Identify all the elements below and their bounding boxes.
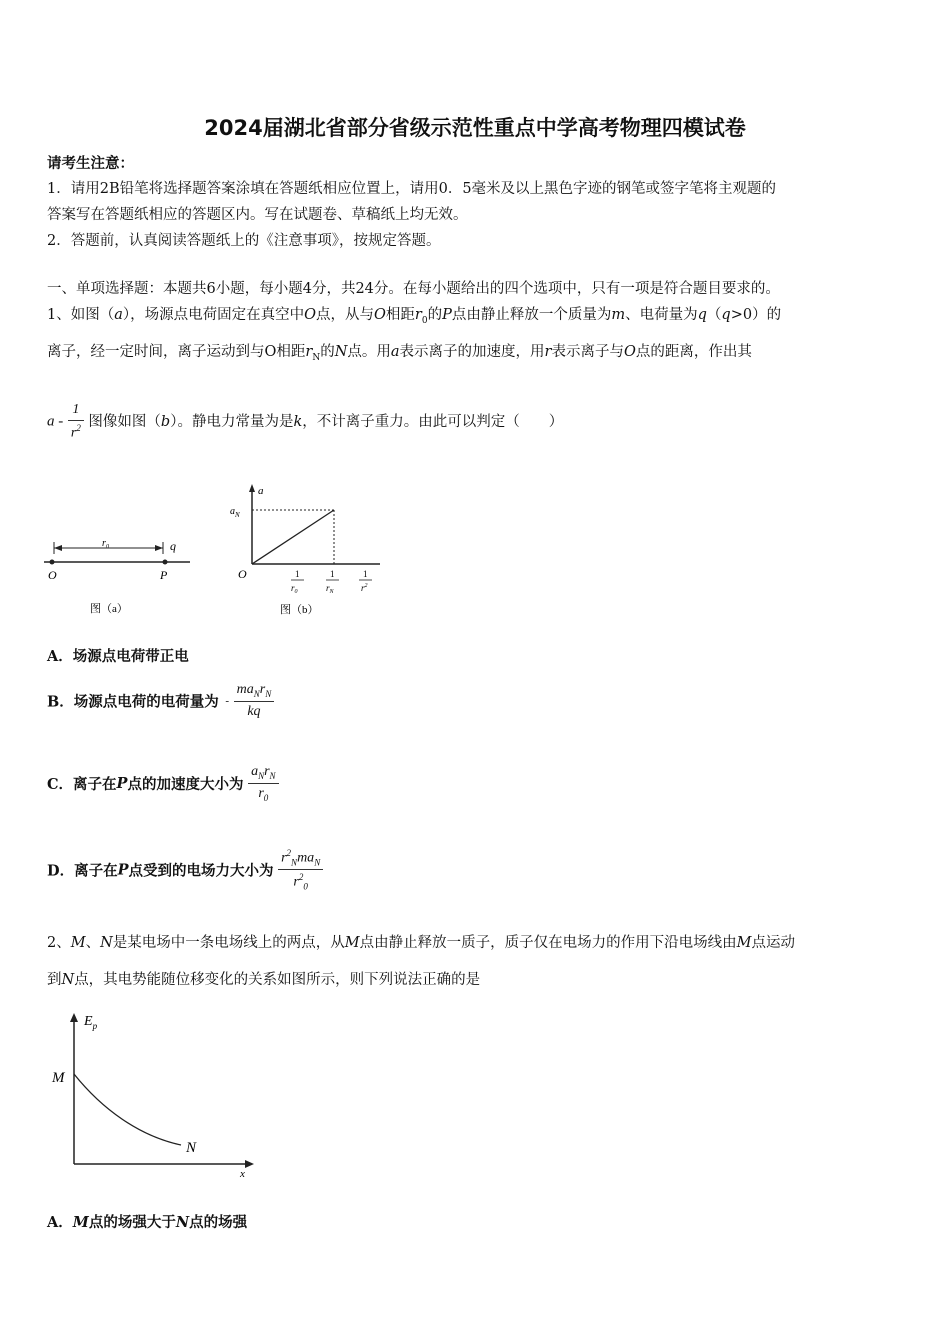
- q1-figure-b: [222, 478, 387, 623]
- tick-1-over-r-squared: [359, 569, 372, 593]
- tick-1-over-r0-squared: [291, 569, 304, 595]
- q1-option-b-fraction: $\frac{ma_Nr_N}{kq}$: [234, 682, 275, 720]
- arrow-left-icon: [54, 545, 62, 551]
- arrow-right-icon: [155, 545, 163, 551]
- y-arrow-icon: [70, 1013, 78, 1022]
- label-r0: r₀: [102, 538, 110, 549]
- q1-option-d-fraction: $\frac{r^2_Nma_N}{r^2_0}$: [278, 848, 323, 892]
- label-P: P: [160, 568, 168, 582]
- q1-option-a: A．场源点电荷带正电: [47, 648, 189, 665]
- notice-line-3: 2．答题前，认真阅读答题纸上的《注意事项》，按规定答题。: [47, 233, 441, 249]
- svg-text:1: 1: [295, 569, 300, 579]
- q2-option-a: A．M点的场强大于N点的场强: [47, 1214, 248, 1231]
- svg-text:1: 1: [330, 569, 335, 579]
- label-N: N: [186, 1140, 197, 1156]
- caption-a: 图（a）: [90, 603, 128, 615]
- q2-line-2: 到N点，其电势能随位移变化的关系如图所示，则下列说法正确的是: [47, 972, 481, 988]
- y-arrow-icon: [249, 484, 255, 492]
- q2-figure: [44, 1004, 259, 1179]
- q2-line-1: 2、M、N是某电场中一条电场线上的两点，从M点由静止释放一质子，质子仅在电场力的作用下沿电场线由M点运动: [47, 935, 795, 951]
- caption-b: 图（b）: [280, 604, 319, 616]
- label-a: a: [258, 485, 264, 497]
- point-O: [50, 560, 55, 565]
- notice-line-2: 答案写在答题纸相应的答题区内。写在试题卷、草稿纸上均无效。: [47, 207, 468, 223]
- label-O: O: [238, 567, 247, 581]
- label-Ep: $E_p$: [84, 1014, 98, 1031]
- label-q: q: [170, 539, 176, 553]
- x-arrow-icon: [245, 1160, 254, 1168]
- svg-text:rN: $r_N$: [326, 583, 334, 595]
- label-x: x: [240, 1168, 245, 1179]
- q1-figure-a: [40, 532, 200, 622]
- q1-inverse-r2-fraction: $\frac{1}{r^2}$: [68, 402, 84, 442]
- q1-option-c: C．离子在P点的加速度大小为 $\frac{a_Nr_N}{r_0}$: [47, 764, 279, 803]
- label-aN: $a_N$: [230, 506, 240, 519]
- notice-line-1: 1．请用2B铅笔将选择题答案涂填在答题纸相应位置上，请用0．5毫米及以上黑色字迹的钢笔或签字笔将主观题的: [47, 181, 777, 197]
- svg-text:r0: $r_0$: [291, 583, 298, 595]
- q1-option-b: B．场源点电荷的电荷量为 - $\frac{ma_Nr_N}{kq}$: [47, 682, 274, 720]
- q1-line-1: 1、如图（a），场源点电荷固定在真空中O点，从与O相距$r_0$的P点由静止释放一个质量为m、电荷量为q（q>0）的: [47, 307, 782, 326]
- label-O: O: [48, 568, 57, 582]
- tick-1-over-rN-squared: [326, 569, 339, 595]
- notice-heading: 请考生注意：: [47, 155, 134, 172]
- label-M: M: [52, 1070, 65, 1086]
- section-heading: 一、单项选择题：本题共6小题，每小题4分，共24分。在每小题给出的四个选项中，只有一项是符合题目要求的。: [47, 281, 780, 297]
- q1-option-c-fraction: $\frac{a_Nr_N}{r_0}$: [248, 764, 278, 803]
- svg-text:r2: $r^2$: [361, 583, 368, 593]
- point-P: [163, 560, 168, 565]
- q1-line-2: 离子，经一定时间，离子运动到与O相距$r_N$的N点。用a表示离子的加速度，用r表示离子与O点的距离，作出其: [47, 344, 752, 363]
- line-graph: [252, 510, 334, 564]
- svg-text:1: 1: [363, 569, 368, 579]
- potential-energy-curve: [74, 1074, 181, 1145]
- q1-option-d: D．离子在P点受到的电场力大小为 $\frac{r^2_Nma_N}{r^2_0}$: [47, 848, 323, 892]
- q1-line-3: a - $\frac{1}{r^2}$ 图像如图（b）。静电力常量为是k，不计离子重力。由此可以判定（ ）: [47, 402, 564, 441]
- page-title: 2024届湖北省部分省级示范性重点中学高考物理四模试卷: [204, 116, 746, 140]
